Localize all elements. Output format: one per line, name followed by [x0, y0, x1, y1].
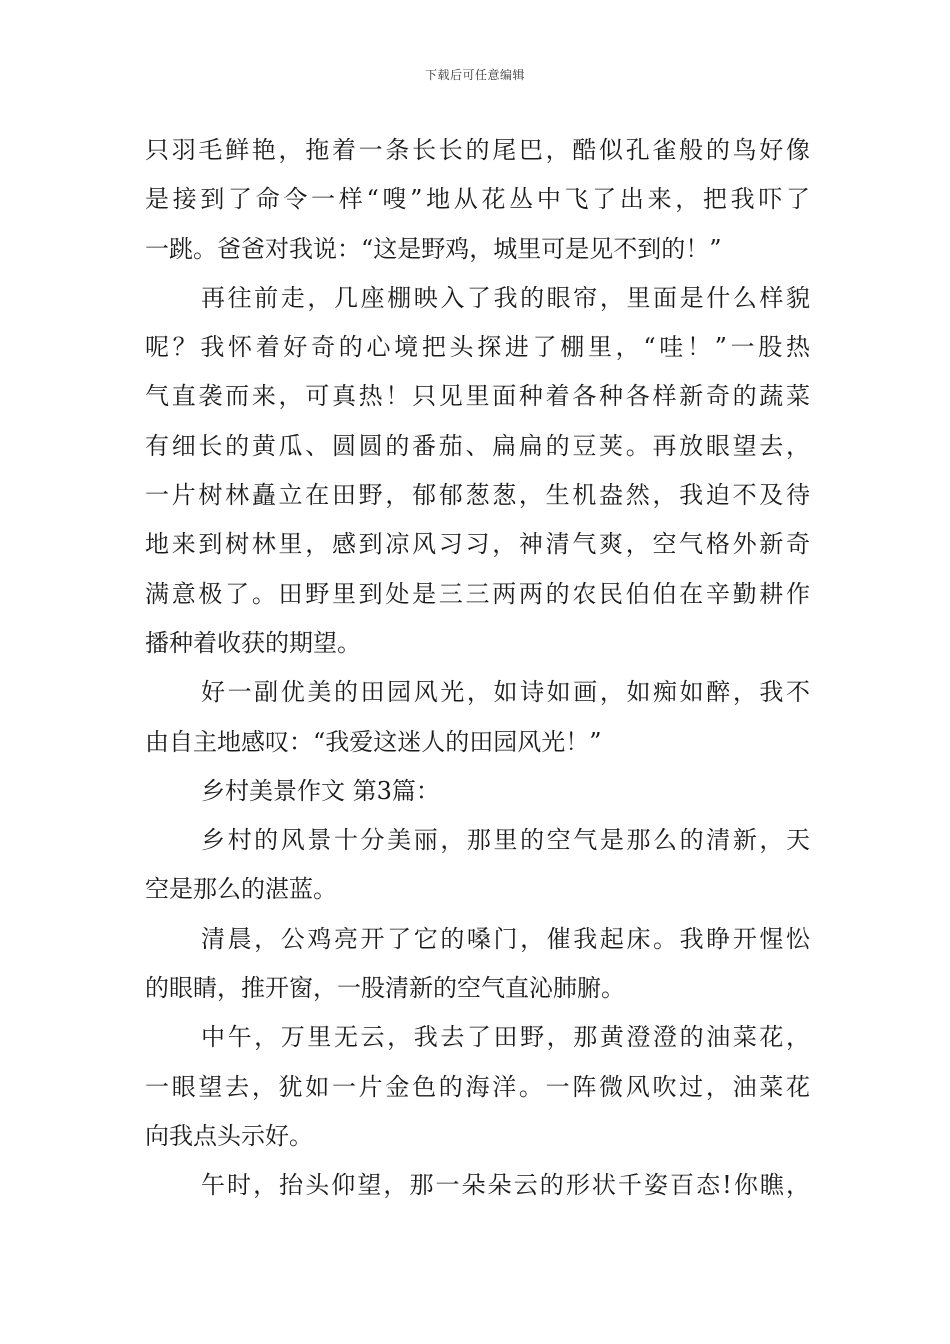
- text-line: 中午，万里无云，我去了田野，那黄澄澄的油菜花，: [201, 1023, 810, 1052]
- text-line: 空是那么的湛蓝。: [145, 875, 337, 904]
- text-line: 播种着收获的期望。: [145, 628, 361, 657]
- text-line: 清晨，公鸡亮开了它的嗓门，催我起床。我睁开惺忪: [201, 924, 810, 953]
- text-line: 由自主地感叹：“我爱这迷人的田园风光！”: [145, 727, 602, 756]
- text-line: 满意极了。田野里到处是三三两两的农民伯伯在辛勤耕作: [145, 579, 810, 608]
- text-line: 呢？我怀着好奇的心境把头探进了棚里，“哇！”一股热: [145, 333, 810, 362]
- text-line: 是接到了命令一样“嗖”地从花丛中飞了出来，把我吓了: [145, 185, 810, 214]
- text-line: 再往前走，几座棚映入了我的眼帘，里面是什么样貌: [201, 283, 810, 312]
- section-heading: 乡村美景作文 第3篇：: [201, 776, 440, 805]
- text-line: 午时，抬头仰望，那一朵朵云的形状千姿百态!你瞧，: [201, 1171, 810, 1200]
- text-line: 一片树林矗立在田野，郁郁葱葱，生机盎然，我迫不及待: [145, 481, 810, 510]
- text-line: 一跳。爸爸对我说：“这是野鸡，城里可是见不到的！”: [145, 234, 722, 263]
- text-line: 只羽毛鲜艳，拖着一条长长的尾巴，酷似孔雀般的鸟好像: [145, 136, 810, 164]
- text-line: 乡村的风景十分美丽，那里的空气是那么的清新，天: [201, 826, 810, 855]
- text-line: 气直袭而来，可真热！只见里面种着各种各样新奇的蔬菜: [145, 382, 810, 411]
- text-line: 一眼望去，犹如一片金色的海洋。一阵微风吹过，油菜花: [145, 1072, 810, 1101]
- page-header: 下载后可任意编辑: [424, 68, 525, 82]
- document-body: [145, 126, 810, 1211]
- text-line: 的眼睛，推开窗，一股清新的空气直沁肺腑。: [145, 974, 625, 1003]
- text-line: 有细长的黄瓜、圆圆的番茄、扁扁的豆荚。再放眼望去，: [145, 431, 810, 460]
- text-line: 地来到树林里，感到凉风习习，神清气爽，空气格外新奇: [145, 530, 810, 559]
- text-line: 好一副优美的田园风光，如诗如画，如痴如醉，我不: [201, 678, 810, 707]
- text-line: 向我点头示好。: [145, 1121, 313, 1150]
